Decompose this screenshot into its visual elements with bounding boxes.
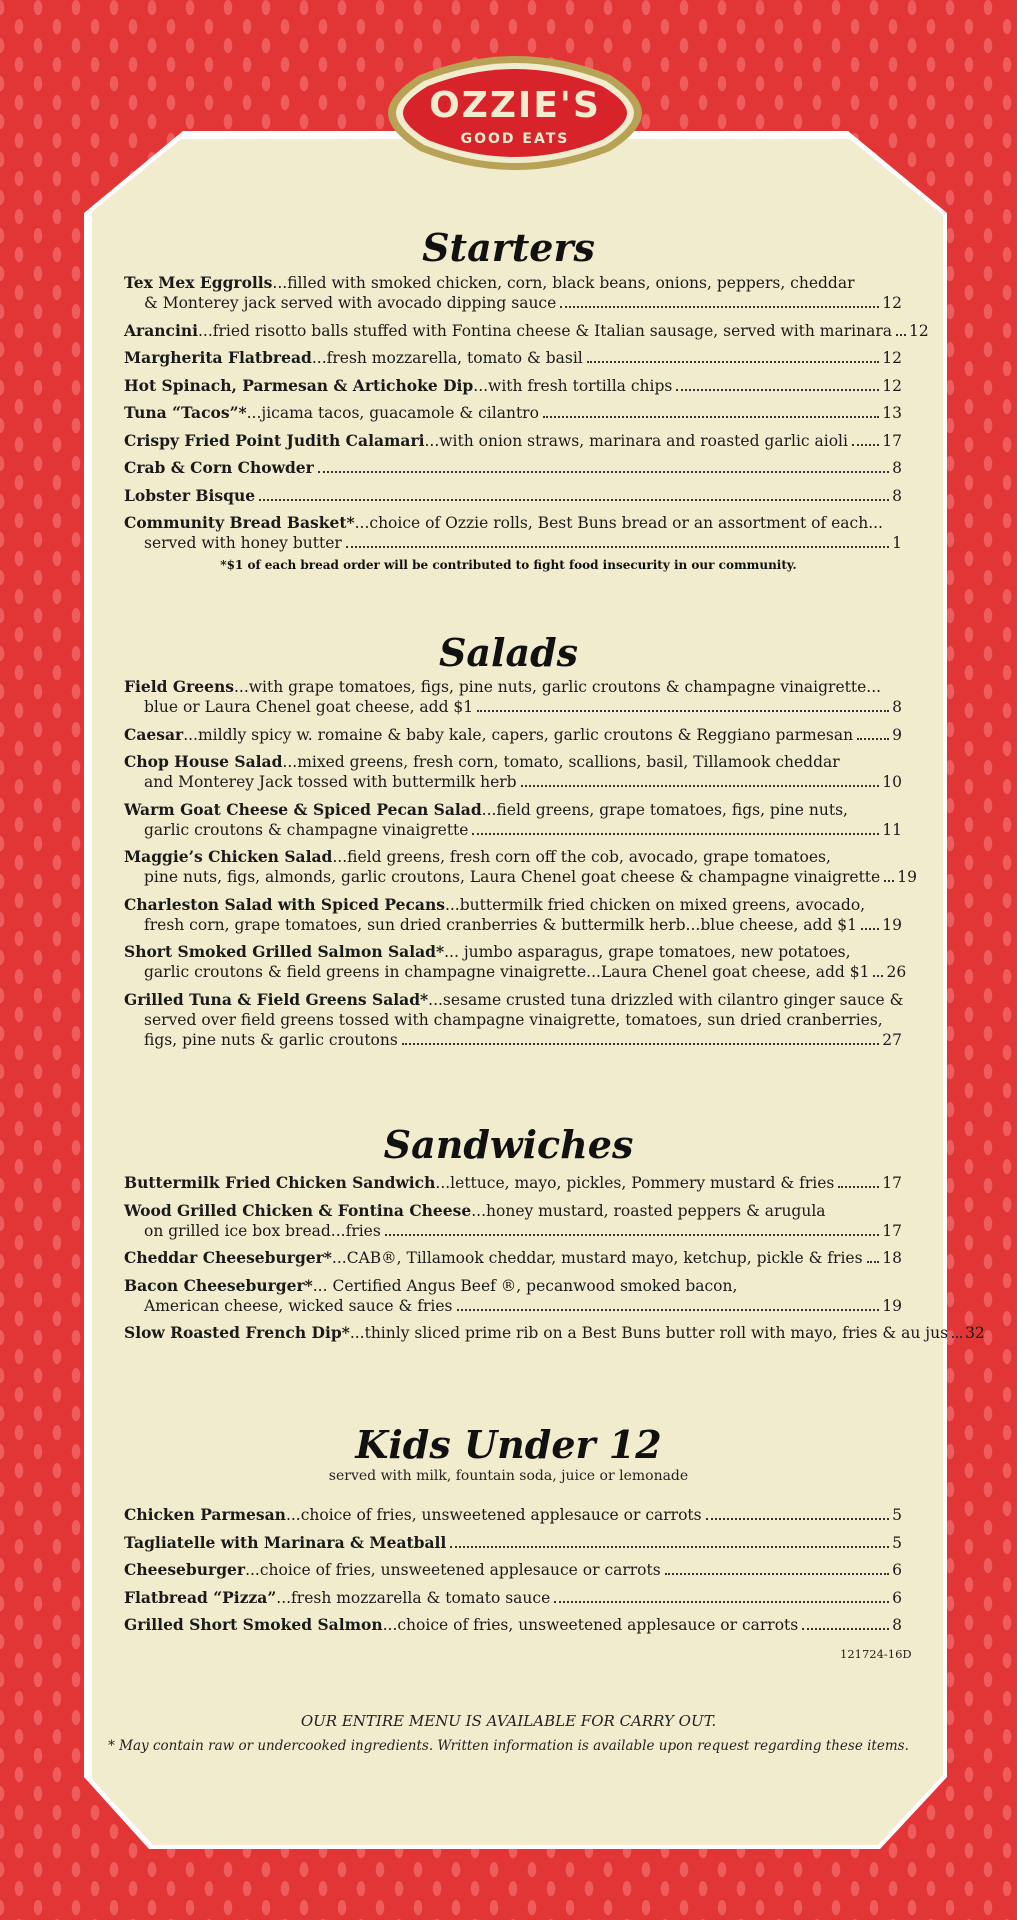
item-name: Caesar xyxy=(124,724,184,744)
ozzies-logo xyxy=(380,45,650,180)
menu-item xyxy=(124,1615,902,1635)
item-description: ...honey mustard, roasted peppers & arugula xyxy=(471,1201,826,1220)
item-first-line xyxy=(124,1323,985,1343)
item-description-continued: figs, pine nuts & garlic croutons xyxy=(144,1030,398,1049)
item-description-continued: served with honey butter xyxy=(144,534,342,552)
item-price: 6 xyxy=(892,1588,902,1607)
item-price: 18 xyxy=(882,1249,902,1267)
leader-dots xyxy=(857,738,889,740)
leader-dots xyxy=(477,710,889,712)
item-first-line xyxy=(124,677,902,697)
leader-dots xyxy=(706,1518,890,1520)
item-description: ...with grape tomatoes, figs, pine nuts, garlic croutons & champagne vinaigrette... xyxy=(234,678,882,696)
item-description-continued: American cheese, wicked sauce & fries xyxy=(144,1296,453,1315)
item-name: Bacon Cheeseburger* xyxy=(124,1275,313,1295)
item-description: ...jicama tacos, guacamole & cilantro xyxy=(246,404,539,422)
item-description-continued: and Monterey Jack tossed with buttermilk herb xyxy=(144,773,517,791)
menu-item xyxy=(124,800,902,840)
item-text xyxy=(124,1560,661,1580)
item-price: 17 xyxy=(882,1221,902,1240)
item-price: 19 xyxy=(882,1296,902,1315)
leader-dots xyxy=(543,416,879,418)
logo-tagline: GOOD EATS xyxy=(460,131,570,147)
item-first-line xyxy=(124,1201,902,1221)
item-name: Crispy Fried Point Judith Calamari xyxy=(124,430,425,450)
item-text xyxy=(124,752,840,772)
item-name: Chicken Parmesan xyxy=(124,1505,286,1524)
item-first-line xyxy=(124,1248,902,1268)
item-text xyxy=(144,1010,883,1030)
item-text xyxy=(124,486,255,506)
leader-dots xyxy=(952,1336,962,1338)
item-continued-line xyxy=(124,867,917,887)
leader-dots xyxy=(802,1628,889,1630)
item-description: ...field greens, grape tomatoes, figs, pine nuts, xyxy=(481,800,848,819)
item-price: 26 xyxy=(886,963,907,981)
item-price: 9 xyxy=(892,725,902,744)
item-price: 11 xyxy=(882,820,902,839)
item-name: Warm Goat Cheese & Spiced Pecan Salad xyxy=(124,799,482,819)
logo-name: OZZIE'S xyxy=(429,85,601,126)
leader-dots xyxy=(385,1234,879,1236)
item-first-line xyxy=(124,1276,902,1296)
menu-item xyxy=(124,1533,902,1553)
menu-item xyxy=(124,486,902,506)
item-description-continued: blue or Laura Chenel goat cheese, add $1 xyxy=(144,698,474,716)
item-continued-line xyxy=(124,962,907,982)
menu-item xyxy=(124,403,902,423)
item-text xyxy=(144,1296,453,1316)
item-first-line xyxy=(124,348,902,368)
item-name: Cheddar Cheeseburger* xyxy=(124,1248,332,1267)
item-name: Grilled Tuna & Field Greens Salad* xyxy=(124,989,429,1009)
item-text xyxy=(144,533,342,553)
leader-dots xyxy=(867,1261,880,1263)
menu-item xyxy=(124,725,902,745)
menu-item xyxy=(124,348,902,368)
item-name: Buttermilk Fried Chicken Sandwich xyxy=(124,1173,436,1192)
menu-item xyxy=(124,1276,902,1316)
item-first-line xyxy=(124,1505,902,1525)
leader-dots xyxy=(838,1186,879,1188)
item-text xyxy=(144,962,869,982)
item-continued-line xyxy=(124,293,902,313)
item-first-line xyxy=(124,273,902,293)
leader-dots xyxy=(346,546,889,548)
item-text xyxy=(144,772,517,792)
menu-item xyxy=(124,1588,902,1608)
item-text xyxy=(124,1505,702,1525)
item-description: ...choice of fries, unsweetened applesauce or carrots xyxy=(285,1506,702,1524)
item-description-continued: on grilled ice box bread...fries xyxy=(144,1221,381,1240)
sandwiches-list xyxy=(124,1173,985,1351)
item-description: ...choice of Ozzie rolls, Best Buns bread or an assortment of each... xyxy=(354,514,883,532)
disclaimer: * May contain raw or undercooked ingredients. Written information is available upon request regarding these items. xyxy=(108,1738,909,1754)
item-description: ...filled with smoked chicken, corn, black beans, onions, peppers, cheddar xyxy=(272,274,855,292)
menu-item xyxy=(124,1173,902,1193)
item-name: Arancini xyxy=(124,320,198,340)
menu-item xyxy=(124,1560,902,1580)
item-description: ...field greens, fresh corn off the cob, avocado, grape tomatoes, xyxy=(332,848,831,866)
leader-dots xyxy=(873,975,883,977)
item-price: 8 xyxy=(892,698,902,716)
item-price: 12 xyxy=(882,349,902,367)
item-text xyxy=(124,990,903,1010)
menu-code: 121724-16D xyxy=(840,1647,912,1661)
item-text xyxy=(124,1173,834,1193)
leader-dots xyxy=(665,1573,889,1575)
menu-item xyxy=(124,1323,985,1343)
item-text xyxy=(144,820,468,840)
menu-item xyxy=(124,942,907,982)
item-text xyxy=(124,431,848,451)
item-text xyxy=(124,1323,948,1343)
item-price: 10 xyxy=(882,773,902,791)
item-description: ...mixed greens, fresh corn, tomato, scallions, basil, Tillamook cheddar xyxy=(282,753,840,771)
item-price: 32 xyxy=(965,1324,985,1342)
menu-item xyxy=(124,677,902,717)
item-description: ...choice of fries, unsweetened applesauce or carrots xyxy=(382,1616,799,1634)
section-title-starters: Starters xyxy=(422,225,595,270)
item-text xyxy=(124,847,831,867)
item-text xyxy=(124,942,851,962)
menu-item xyxy=(124,273,902,313)
item-description: ...fresh mozzarella, tomato & basil xyxy=(311,349,583,367)
item-text xyxy=(144,1030,398,1050)
leader-dots xyxy=(861,928,879,930)
item-first-line xyxy=(124,752,902,772)
item-continued-line xyxy=(124,1010,902,1030)
item-text xyxy=(144,1221,381,1241)
item-price: 19 xyxy=(882,915,902,934)
item-name: Hot Spinach, Parmesan & Artichoke Dip xyxy=(124,375,474,395)
leader-dots xyxy=(587,361,880,363)
item-name: Cheeseburger xyxy=(124,1560,246,1579)
item-name: Tex Mex Eggrolls xyxy=(124,273,273,292)
item-first-line xyxy=(124,725,902,745)
item-price: 1 xyxy=(892,534,902,552)
item-continued-line xyxy=(124,820,902,840)
item-first-line xyxy=(124,376,902,396)
item-price: 8 xyxy=(892,459,902,477)
item-first-line xyxy=(124,1173,902,1193)
leader-dots xyxy=(318,471,889,473)
menu-item xyxy=(124,320,929,341)
item-name: Tuna “Tacos”* xyxy=(124,403,247,422)
item-first-line xyxy=(124,942,902,962)
item-text xyxy=(124,458,314,478)
item-description: ...with fresh tortilla chips xyxy=(473,376,673,395)
item-description-continued: pine nuts, figs, almonds, garlic croutons, Laura Chenel goat cheese & champagne vinaigrette xyxy=(144,868,881,886)
item-name: Community Bread Basket* xyxy=(124,513,355,532)
item-price: 12 xyxy=(882,294,902,312)
item-continued-line xyxy=(124,697,902,717)
item-price: 12 xyxy=(882,376,902,395)
leader-dots xyxy=(560,306,879,308)
item-price: 17 xyxy=(882,431,902,450)
item-price: 5 xyxy=(892,1506,902,1524)
item-first-line xyxy=(124,847,902,867)
menu-item xyxy=(124,1505,902,1525)
item-text xyxy=(124,376,672,396)
item-text xyxy=(124,1588,550,1608)
item-name: Chop House Salad xyxy=(124,752,283,771)
item-first-line xyxy=(124,1615,902,1635)
item-description-continued: garlic croutons & champagne vinaigrette xyxy=(144,820,469,839)
menu-item xyxy=(124,847,917,887)
item-continued-line xyxy=(124,772,902,792)
item-continued-line xyxy=(124,915,902,935)
item-price: 13 xyxy=(882,404,902,422)
item-name: Crab & Corn Chowder xyxy=(124,458,314,477)
item-first-line xyxy=(124,895,902,915)
item-first-line xyxy=(124,1588,902,1608)
item-text xyxy=(124,348,583,368)
item-first-line xyxy=(124,431,902,451)
section-title-kids: Kids Under 12 xyxy=(355,1422,662,1467)
item-name: Lobster Bisque xyxy=(124,485,256,505)
item-text xyxy=(124,1248,863,1268)
kids-list xyxy=(124,1505,902,1643)
item-description: ...with onion straws, marinara and roasted garlic aioli xyxy=(424,431,848,450)
menu-item xyxy=(124,513,902,553)
item-price: 12 xyxy=(908,321,929,340)
item-description: ...mildly spicy w. romaine & baby kale, capers, garlic croutons & Reggiano parmesan xyxy=(183,725,854,744)
item-name: Grilled Short Smoked Salmon xyxy=(124,1615,383,1634)
leader-dots xyxy=(521,785,880,787)
item-text xyxy=(144,697,473,717)
item-description: ... Certified Angus Beef ®, pecanwood smoked bacon, xyxy=(312,1276,738,1295)
item-first-line xyxy=(124,486,902,506)
item-text xyxy=(124,1615,798,1635)
item-price: 8 xyxy=(892,1616,902,1634)
item-continued-line xyxy=(124,533,902,553)
item-first-line xyxy=(124,1560,902,1580)
starters-list xyxy=(124,273,929,561)
item-continued-line xyxy=(124,1296,902,1316)
item-text xyxy=(144,293,556,313)
item-first-line xyxy=(124,458,902,478)
leader-dots xyxy=(402,1043,879,1045)
item-name: Short Smoked Grilled Salmon Salad* xyxy=(124,942,445,961)
item-name: Field Greens xyxy=(124,677,234,696)
item-text xyxy=(124,403,539,423)
menu-item xyxy=(124,376,902,396)
item-name: Tagliatelle with Marinara & Meatball xyxy=(124,1532,447,1552)
menu-item xyxy=(124,990,902,1050)
item-description-continued: & Monterey jack served with avocado dipping sauce xyxy=(144,294,557,312)
item-text xyxy=(124,677,881,697)
item-name: Wood Grilled Chicken & Fontina Cheese xyxy=(124,1200,472,1220)
item-description: ...thinly sliced prime rib on a Best Buns butter roll with mayo, fries & au jus xyxy=(349,1324,949,1342)
item-description: ...fresh mozzarella & tomato sauce xyxy=(276,1588,551,1607)
item-text xyxy=(144,915,857,935)
leader-dots xyxy=(450,1546,889,1548)
item-text xyxy=(124,895,865,915)
menu-item xyxy=(124,458,902,478)
item-description-continued: served over field greens tossed with champagne vinaigrette, tomatoes, sun dried cranberries, xyxy=(144,1010,883,1029)
bread-note: *$1 of each bread order will be contributed to fight food insecurity in our community. xyxy=(220,558,797,572)
item-text xyxy=(124,513,883,533)
item-text xyxy=(124,725,853,745)
item-first-line xyxy=(124,403,902,423)
item-name: Slow Roasted French Dip* xyxy=(124,1323,350,1342)
item-price: 8 xyxy=(892,486,902,505)
leader-dots xyxy=(852,444,879,446)
item-text xyxy=(144,867,880,887)
item-price: 5 xyxy=(892,1533,902,1552)
leader-dots xyxy=(457,1309,880,1311)
leader-dots xyxy=(259,499,889,501)
item-text xyxy=(124,800,848,820)
menu-item xyxy=(124,1201,902,1241)
item-description: ...sesame crusted tuna drizzled with cilantro ginger sauce & xyxy=(428,990,904,1009)
section-title-salads: Salads xyxy=(438,630,579,675)
item-price: 19 xyxy=(897,868,917,886)
item-description-continued: fresh corn, grape tomatoes, sun dried cranberries & buttermilk herb...blue cheese, add $1 xyxy=(144,915,858,934)
item-name: Maggie’s Chicken Salad xyxy=(124,847,333,866)
item-name: Flatbread “Pizza” xyxy=(124,1587,277,1607)
item-description: ...lettuce, mayo, pickles, Pommery mustard & fries xyxy=(435,1174,835,1192)
item-description: ...choice of fries, unsweetened applesauce or carrots xyxy=(245,1561,661,1579)
item-text xyxy=(124,273,855,293)
item-text xyxy=(124,1276,737,1296)
item-first-line xyxy=(124,1533,902,1553)
menu-item xyxy=(124,752,902,792)
item-first-line xyxy=(124,513,902,533)
item-description: ... jumbo asparagus, grape tomatoes, new potatoes, xyxy=(444,943,851,961)
salads-list xyxy=(124,677,917,1057)
item-name: Margherita Flatbread xyxy=(124,348,312,367)
item-price: 6 xyxy=(892,1561,902,1579)
item-continued-line xyxy=(124,1030,902,1050)
leader-dots xyxy=(676,389,879,391)
leader-dots xyxy=(884,880,894,882)
item-description: ...CAB®, Tillamook cheddar, mustard mayo, ketchup, pickle & fries xyxy=(331,1249,863,1267)
menu-item xyxy=(124,1248,902,1268)
item-text xyxy=(124,321,892,341)
item-description: ...buttermilk fried chicken on mixed greens, avocado, xyxy=(444,895,866,914)
item-first-line xyxy=(124,320,929,341)
item-description-continued: garlic croutons & field greens in champagne vinaigrette...Laura Chenel goat cheese, add $1 xyxy=(144,963,870,981)
item-continued-line xyxy=(124,1221,902,1241)
leader-dots xyxy=(896,334,906,336)
menu-item xyxy=(124,431,902,451)
item-first-line xyxy=(124,990,902,1010)
kids-subtitle: served with milk, fountain soda, juice or lemonade xyxy=(328,1468,689,1484)
menu-item xyxy=(124,895,902,935)
item-price: 27 xyxy=(882,1030,902,1049)
section-title-sandwiches: Sandwiches xyxy=(383,1122,634,1167)
item-name: Charleston Salad with Spiced Pecans xyxy=(124,894,445,914)
carry-out-note: OUR ENTIRE MENU IS AVAILABLE FOR CARRY OUT. xyxy=(300,1712,717,1730)
item-description: ...fried risotto balls stuffed with Fontina cheese & Italian sausage, served with marinara xyxy=(198,321,892,340)
leader-dots xyxy=(472,833,879,835)
item-first-line xyxy=(124,800,902,820)
leader-dots xyxy=(554,1601,889,1603)
item-price: 17 xyxy=(882,1174,902,1192)
item-text xyxy=(124,1533,446,1553)
item-text xyxy=(124,1201,826,1221)
